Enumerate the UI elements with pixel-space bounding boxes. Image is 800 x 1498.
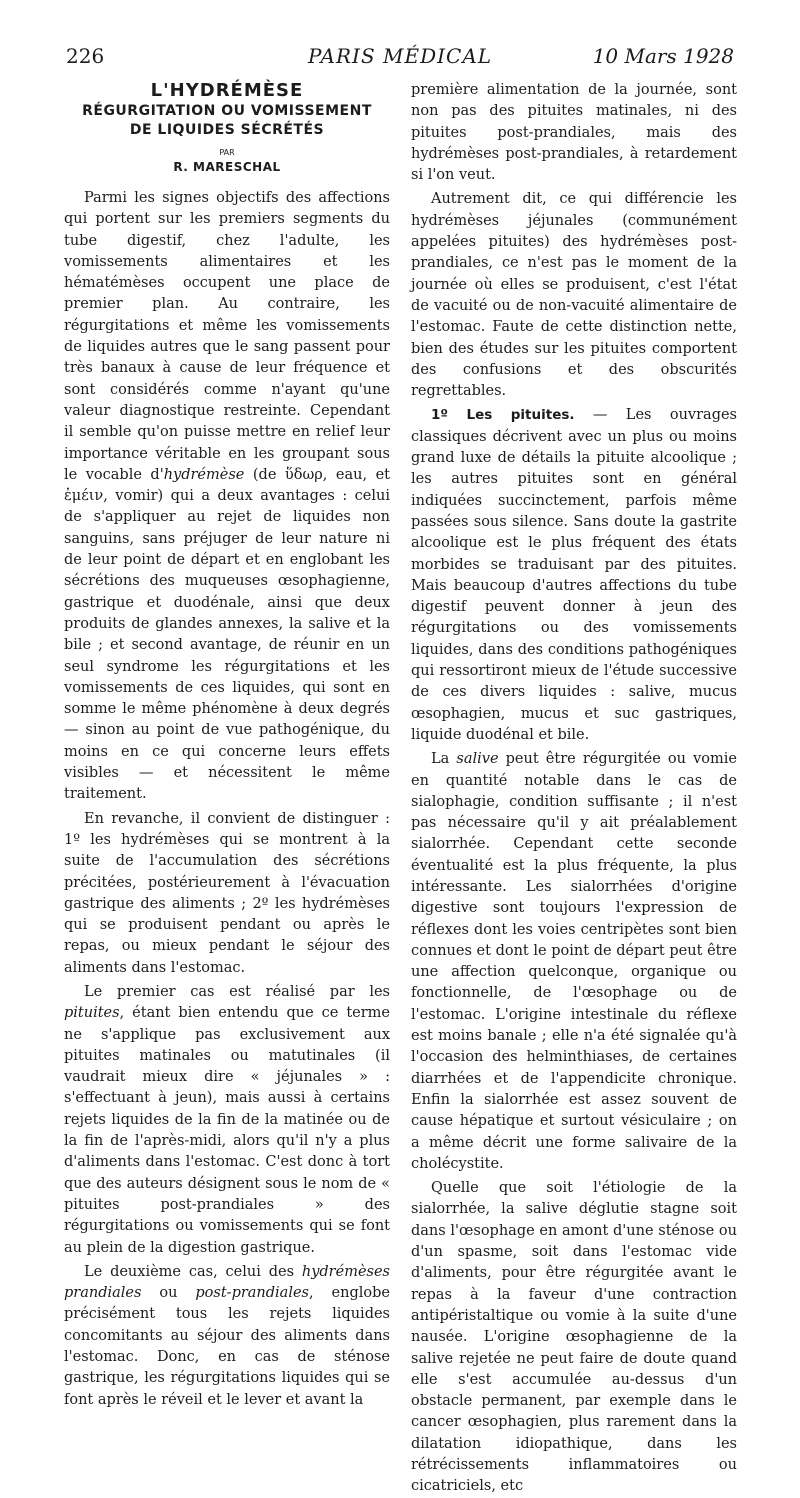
term-post-prandiales: post-prandiales xyxy=(195,1285,309,1302)
article-title: L'HYDRÉMÈSE xyxy=(150,80,304,101)
article-subtitle-line-2: DE LIQUIDES SÉCRÉTÉS xyxy=(129,122,325,138)
term-hydremeses-prandiales: hydrémèses prandiales xyxy=(64,1263,390,1302)
text-run: peut être régurgitée ou vomie en quantité notable dans le cas de sialophagie, condition suffisante ; il n'est pas nécessaire qu'il y ait préalablement sialorrhée. Cependant cette seconde éventualité est la plus fréquente, la plus intéressante. Les sialorrhées d'origine digestive sont toujours l'expression de réflexes dont les voies centripètes sont bien connues et dont le point de départ peut être une affection quelconque, organique ou fonctionnelle, de l'œsophage ou de l'estomac. L'origine intestinale du réflexe est moins banale ; elle n'a été signalée qu'à l'occasion des helminthiases, de certaines diarrhées et de l'appendicite chronique. Enfin la sialorrhée est assez souvent de cause hépatique et surtout vésiculaire ; on a même décrit une forme salivaire de la cholécystite. xyxy=(411,751,737,1172)
text-run: — Les ouvrages classiques décrivent avec un plus ou moins grand luxe de détails la pituite alcoolique ; les autres pituites sont en général indiquées succinctement, parfois même passées sous silence. Sans doute la gastrite alcoolique est le plus fréquent des états morbides se traduisant par des pituites. Mais beaucoup d'autres affections du tube digestif peuvent donner à jeun des régurgitations ou des vomissements liquides, dans des conditions pathogéniques qui ressortiront mieux de l'étude successive de ces divers liquides : salive, mucus œsophagien, mucus et suc gastriques, liquide duodénal et bile. xyxy=(411,407,737,743)
byline: PAR xyxy=(219,148,235,157)
text-run: Parmi les signes objectifs des affections qui portent sur les premiers segments du tube digestif, chez l'adulte, les vomissements alimentaires et les hématémèses occupent une place de premier plan. Au contraire, les régurgitations et même les vomissements de liquides autres que le sang passent pour très banaux à cause de leur fréquence et sont considérés comme n'ayant qu'une valeur diagnostique restreinte. Cependant il semble qu'on puisse mettre en relief leur importance véritable en les groupant sous le vocable d' xyxy=(64,190,390,483)
text-run: Le deuxième cas, celui des xyxy=(84,1263,302,1280)
left-column xyxy=(64,80,390,1411)
article-subtitle-line-1: RÉGURGITATION OU VOMISSEMENT xyxy=(82,103,372,119)
paragraph-intro xyxy=(64,188,390,806)
paragraph-first-case xyxy=(64,982,390,1259)
paragraph-second-case xyxy=(64,1262,390,1411)
article-heading xyxy=(64,80,390,175)
text-run: ou xyxy=(141,1285,196,1302)
term-pituites: pituites xyxy=(64,1005,120,1022)
term-hydremese: hydrémèse xyxy=(163,466,245,483)
author-name: R. MARESCHAL xyxy=(173,160,281,174)
text-run: , étant bien entendu que ce terme ne s'applique pas exclusivement aux pituites matinales ou matutinales (il vaudrait mieux dire « jéjunales » : s'effectuant à jeun), mais aussi à certains rejets liquides de la fin de la matinée ou de la fin de l'après-midi, alors qu'il n'y a plus d'aliments dans l'estomac. C'est donc à tort que des auteurs désignent sous le nom de « pituites post-prandiales » des régurgitations ou vomissements qui se font au plein de la digestion gastrique. xyxy=(64,1005,390,1256)
issue-date: 10 Mars 1928 xyxy=(592,44,734,68)
right-column xyxy=(411,80,737,1498)
text-run: , englobe précisément tous les rejets liquides concomitants au séjour des aliments dans l'estomac. Donc, en cas de sténose gastrique, les régurgitations liquides qui se font après le réveil et le lever et avant la xyxy=(64,1285,390,1408)
section-lead-pituites: 1º Les pituites. xyxy=(431,407,575,424)
page-number: 226 xyxy=(66,44,105,68)
paragraph-autrement-dit: Autrement dit, ce qui différencie les hydrémèses jéjunales (communément appelées pituites) des hydrémèses post-prandiales, ce n'est pas le moment de la journée où elles se produisent, c'est l'état de vacuité ou de non-vacuité alimentaire de l'estomac. Faute de cette distinction nette, bien des études sur les pituites comportent des confusions et des obscurités regrettables. xyxy=(411,191,737,400)
text-run: (de ὕδωρ, eau, et ἐμέιν, vomir) qui a deux avantages : celui de s'appliquer au rejet de liquides non sanguins, sans préjuger de leur nature ni de leur point de départ et en englobant les sécrétions des muqueuses œsophagienne, gastrique et duodénale, ainsi que deux produits de glandes annexes, la salive et la bile ; et second avantage, de réunir en un seul syndrome les régurgitations et les vomissements de ces liquides, qui sont en somme le même phénomène à deux degrés — sinon au point de vue pathogénique, du moins en ce qui concerne leurs effets visibles — et nécessitent le même traitement. xyxy=(64,466,390,803)
paragraph-les-pituites xyxy=(411,405,737,746)
text-run: Le premier cas est réalisé par les xyxy=(84,983,390,1000)
paragraph-salive xyxy=(411,749,737,1175)
paragraph-distinction: En revanche, il convient de distinguer : 1º les hydrémèses qui se montrent à la suite de l'accumulation des sécrétions précitées, postérieurement à l'évacuation gastrique des aliments ; 2º les hydrémèses qui se produisent pendant ou après le repas, ou mieux pendant le séjour des aliments dans l'estomac. xyxy=(64,810,390,976)
paragraph-continuation: première alimentation de la journée, sont non pas des pituites matinales, ni des pituites post-prandiales, mais des hydrémèses post-prandiales, à retardement si l'on veut. xyxy=(411,82,737,184)
running-head-journal: PARIS MÉDICAL xyxy=(307,44,493,68)
term-salive: salive xyxy=(456,751,499,768)
text-run: La xyxy=(431,751,457,768)
paragraph-etiologie: Quelle que soit l'étiologie de la sialorrhée, la salive déglutie stagne soit dans l'œsophage en amont d'une sténose ou d'un spasme, soit dans l'estomac vide d'aliments, pour être régurgitée avant le repas à la faveur d'une contraction antipéristaltique ou vomie à la suite d'une nausée. L'origine œsophagienne de la salive rejetée ne peut faire de doute quand elle s'est accumulée au-dessus d'un obstacle permanent, par exemple dans le cancer œsophagien, plus rarement dans la dilatation idiopathique, dans les rétrécissements inflammatoires ou cicatriciels, etc xyxy=(411,1180,737,1495)
